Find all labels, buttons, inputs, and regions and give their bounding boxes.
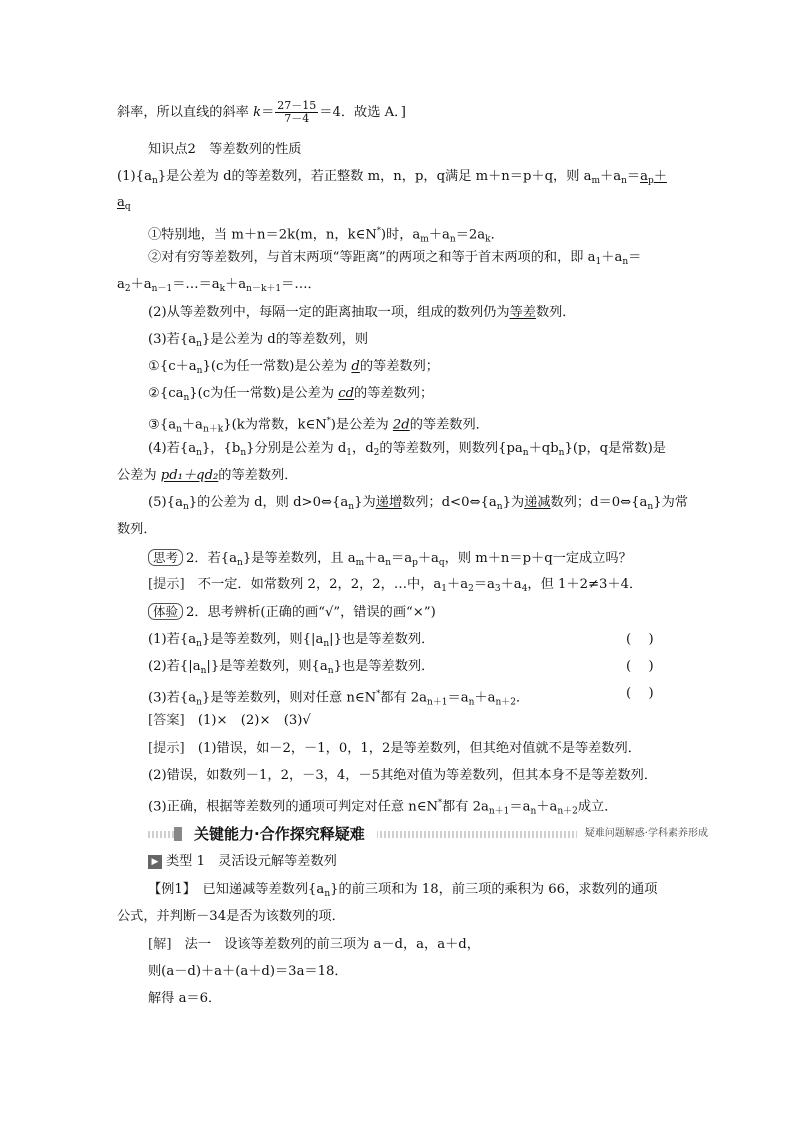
subscript: n <box>196 366 203 376</box>
text: ＝a <box>447 690 469 706</box>
subscript: n <box>196 448 202 458</box>
text: 数列；d<0⇔{a <box>402 495 497 510</box>
subscript: n <box>558 448 565 458</box>
text: }，{b <box>201 441 241 456</box>
text: }(p，q是常数)是 <box>564 441 666 456</box>
property-1 <box>117 168 667 190</box>
text: (1){a <box>117 169 152 184</box>
subscript: 1 <box>346 448 353 458</box>
exercise-tag: 体验 <box>148 603 183 620</box>
text: ，则 m＋n＝p＋q一定成立吗？ <box>444 551 632 566</box>
text: |}也是等差数列． <box>329 632 435 647</box>
superscript: * <box>438 798 443 807</box>
text: ＋ <box>653 169 667 184</box>
subscript: q <box>124 202 131 212</box>
text: }为 <box>502 495 525 510</box>
fraction <box>275 100 318 125</box>
subscript: n＋2 <box>495 697 516 708</box>
hint-tag: [提示] <box>148 577 185 592</box>
text: ＝ <box>628 250 642 265</box>
text: }(c为任一常数)是公差为 <box>202 359 352 374</box>
text: (1)若{a <box>148 632 197 647</box>
subscript: n <box>323 639 330 649</box>
text: ③{a <box>148 417 177 433</box>
text: |}是等差数列，则{a <box>206 659 328 674</box>
text: 都有 2a <box>442 799 489 815</box>
subscript: k <box>485 234 491 245</box>
text: ＋a <box>447 577 469 592</box>
text: )是公差为 <box>330 417 393 433</box>
exercise-item-3 <box>148 685 529 711</box>
text: a <box>117 277 125 292</box>
line-slope <box>117 100 406 125</box>
text: 已知递减等差数列{a <box>189 882 325 897</box>
subscript: n <box>196 339 202 349</box>
subscript: n <box>522 448 529 458</box>
text: 数列；d＝0⇔{a <box>550 495 648 510</box>
property-4 <box>148 440 666 462</box>
text: }为 <box>354 495 376 510</box>
subscript: 1 <box>441 584 448 594</box>
underlined-answer: d <box>351 359 360 374</box>
text: ＝a <box>391 551 413 566</box>
superscript: * <box>326 416 331 425</box>
text: 数列． <box>535 305 576 320</box>
hint-2: (2)错误，如数列－1，2，－3，4，－5其绝对值为等差数列，但其本身不是等差数列． <box>148 768 658 783</box>
subscript: 3 <box>494 584 501 594</box>
subscript: 2 <box>373 448 380 458</box>
example-1 <box>148 881 657 903</box>
underlined-answer <box>640 169 667 184</box>
fraction-denominator: 7－4 <box>284 112 310 125</box>
answer-blank-2: ( ) <box>626 659 654 674</box>
subscript: n <box>324 889 331 899</box>
text: ＝ <box>626 169 641 184</box>
exercise-item-2 <box>148 658 434 680</box>
text: ，d <box>352 441 374 456</box>
hint-1 <box>148 740 641 758</box>
subscript: n <box>449 234 456 245</box>
text: 的等差数列． <box>409 417 489 433</box>
solution-tag: [解] <box>148 937 172 952</box>
text: 法一 设该等差数列的前三项为 a－d，a，a＋d， <box>171 937 480 952</box>
underlined-answer: 等差 <box>509 305 536 320</box>
text: (2)从等差数列中，每隔一定的距离抽取一项，组成的数列仍为 <box>148 305 510 320</box>
text: ①{c＋a <box>148 359 197 374</box>
var-k: k <box>253 105 262 120</box>
text: ＝4．故选 A．] <box>319 105 406 120</box>
text: ＋a <box>364 551 386 566</box>
text: 斜率，所以直线的斜率 <box>117 105 254 120</box>
subscript: n－k＋1 <box>246 284 282 294</box>
text: (4)若{a <box>148 441 197 456</box>
subscript: n＋1 <box>427 697 448 708</box>
text: 2．若{a <box>186 551 238 566</box>
subscript: 2 <box>124 284 131 294</box>
text: ①特别地，当 m＋n＝2k(m，n，k∈N <box>148 227 377 243</box>
subscript: n <box>151 176 158 186</box>
text: ②对有穷等差数列，与首末两项“等距离”的两项之和等于首末两项的和，即 a <box>148 250 596 265</box>
text: (3)若{a <box>148 690 197 706</box>
text: ＋a <box>500 577 522 592</box>
text: }是公差为 d的等差数列，则 <box>201 332 369 347</box>
subscript: p <box>412 558 418 568</box>
subscript: m <box>591 176 601 186</box>
text: ＋a <box>417 551 439 566</box>
property-3 <box>148 331 368 353</box>
underlined-answer: 2d <box>392 417 410 433</box>
subscript: n <box>196 639 202 649</box>
text: (3)正确，根据等差数列的通项可判定对任意 n∈N <box>148 799 439 815</box>
text: ＋a <box>428 227 450 243</box>
section-heading: 知识点2 等差数列的性质 <box>148 142 302 157</box>
underlined-answer: 递减 <box>524 495 551 510</box>
subscript: n <box>237 558 243 568</box>
property-5-cont: 数列． <box>117 522 157 537</box>
text: ＋a <box>130 277 152 292</box>
property-1b <box>148 249 641 271</box>
underlined-answer: 递增 <box>375 495 403 510</box>
text: ＋a <box>536 799 558 815</box>
text: }为常 <box>653 495 688 510</box>
subscript: n <box>176 424 182 435</box>
text: }也是等差数列． <box>333 659 435 674</box>
text: ＋a <box>225 277 247 292</box>
text: ＋a <box>474 690 496 706</box>
answer-line <box>148 712 311 730</box>
subscript: p <box>647 176 654 186</box>
text: }是等差数列，则{|a <box>201 632 324 647</box>
text: ＝ <box>261 105 275 120</box>
text: }分别是公差为 d <box>246 441 347 456</box>
text: ＝a <box>473 577 495 592</box>
banner-subtitle: 疑难问题解惑·学科素养形成 <box>577 826 708 842</box>
underlined-answer: pd₁＋qd₂ <box>160 468 219 483</box>
subscript: n－1 <box>151 284 173 294</box>
subscript: 2 <box>468 584 474 594</box>
text: }的前三项和为 18，前三项的乘积为 66，求数列的通项 <box>330 882 658 897</box>
text: 都有 2a <box>380 690 428 706</box>
banner-title: 关键能力·合作探究释疑难 <box>182 822 377 846</box>
text: 的等差数列； <box>359 359 439 374</box>
superscript: * <box>376 226 381 235</box>
subscript: n <box>240 448 247 458</box>
text: ②{ca <box>148 386 184 401</box>
think-tag: 思考 <box>148 549 183 566</box>
think-question <box>148 549 632 572</box>
subscript: n <box>196 697 202 708</box>
property-3b <box>148 385 433 407</box>
text: a <box>640 169 648 184</box>
subscript: n＋1 <box>488 806 510 817</box>
text: d的等差数列，若正整数 m，n，p，q满足 m＋n＝p＋q，则 a <box>223 169 592 184</box>
property-1-cont <box>117 194 131 216</box>
text: 不一定．如常数列 2，2，2，2，…中，a <box>184 577 442 592</box>
answer-blank-1: ( ) <box>626 632 654 647</box>
subscript: 4 <box>521 584 528 594</box>
example-1-cont: 公式，并判断－34是否为该数列的项． <box>117 909 345 924</box>
exercise-heading <box>148 603 436 622</box>
hint-3 <box>148 794 617 820</box>
property-4-cont <box>117 467 297 485</box>
property-1b-cont <box>117 276 321 298</box>
example-tag: 【例1】 <box>148 882 190 897</box>
subscript: n <box>327 666 334 676</box>
section-banner <box>148 822 708 846</box>
text: }是公差为 <box>157 169 224 184</box>
subscript: n <box>348 502 355 512</box>
subscript: n <box>385 558 392 568</box>
subscript: m <box>355 558 365 568</box>
text: ＋qb <box>528 441 559 456</box>
text: ＝…． <box>281 277 321 292</box>
text: ＝a <box>509 799 531 815</box>
subscript: 1 <box>595 257 602 267</box>
subscript: n <box>530 806 537 817</box>
type-heading <box>148 853 337 871</box>
subscript: n <box>468 697 475 708</box>
text: a <box>117 195 125 210</box>
text: 的等差数列． <box>218 468 298 483</box>
exercise-item-1 <box>148 631 434 653</box>
subscript: m <box>420 234 429 245</box>
property-2 <box>148 304 576 322</box>
subscript: k <box>219 284 226 294</box>
text: ＋a <box>601 250 623 265</box>
fraction-numerator: 27－15 <box>277 99 317 112</box>
text: (3)若{a <box>148 332 197 347</box>
underlined-answer: cd <box>338 386 355 401</box>
subscript: q <box>438 558 445 568</box>
answer-tag: [答案] <box>148 713 185 728</box>
answer-blank-3: ( ) <box>626 686 654 701</box>
subscript: n＋k <box>202 424 224 435</box>
think-hint <box>148 576 642 598</box>
solution-3: 解得 a＝6． <box>148 991 222 1006</box>
text: 的等差数列，则数列{pa <box>379 441 523 456</box>
text: }的公差为 d，则 d>0⇔{a <box>188 495 349 510</box>
subscript: n＋2 <box>557 806 578 817</box>
subscript: n <box>182 502 189 512</box>
subscript: n <box>647 502 654 512</box>
text: }是等差数列，则对任意 n∈N <box>201 690 377 706</box>
property-5 <box>148 494 688 516</box>
property-3a <box>148 358 439 380</box>
subscript: n <box>496 502 503 512</box>
solution-1 <box>148 936 480 954</box>
play-triangle-icon: ▶ <box>148 855 162 869</box>
text: ＋a <box>181 417 203 433</box>
text: }(c为任一常数)是公差为 <box>189 386 339 401</box>
text: ＋a <box>600 169 622 184</box>
subscript: n <box>622 257 629 267</box>
text: 2．思考辨析(正确的画“√”，错误的画“×”) <box>186 605 436 620</box>
subscript: n <box>621 176 627 186</box>
text: )时，a <box>380 227 421 243</box>
subscript: n <box>183 393 190 403</box>
text: ＝2a <box>455 227 486 243</box>
subscript: n <box>200 666 207 676</box>
superscript: * <box>376 689 381 698</box>
text: 成立． <box>577 799 618 815</box>
text: (1)错误，如－2，－1，0，1，2是等差数列，但其绝对值就不是等差数列． <box>184 741 641 756</box>
solution-2: 则(a－d)＋a＋(a＋d)＝3a＝18． <box>148 964 348 979</box>
text: 类型 1 灵活设元解等差数列 <box>166 854 337 869</box>
text: (1)× (2)× (3)√ <box>184 713 311 728</box>
text: (2)若{|a <box>148 659 201 674</box>
text: ，但 1＋2≠3＋4． <box>527 577 643 592</box>
text: }(k为常数，k∈N <box>223 417 327 433</box>
property-3c <box>148 412 489 438</box>
text: 的等差数列； <box>354 386 434 401</box>
text: 公差为 <box>117 468 161 483</box>
property-1a <box>148 222 504 248</box>
text: ＝…＝a <box>172 277 220 292</box>
underlined-answer <box>117 195 131 210</box>
text: ． <box>490 227 504 243</box>
text: }是等差数列，且 a <box>242 551 356 566</box>
text: ． <box>516 690 530 706</box>
text: (5){a <box>148 495 183 510</box>
hint-tag: [提示] <box>148 741 185 756</box>
